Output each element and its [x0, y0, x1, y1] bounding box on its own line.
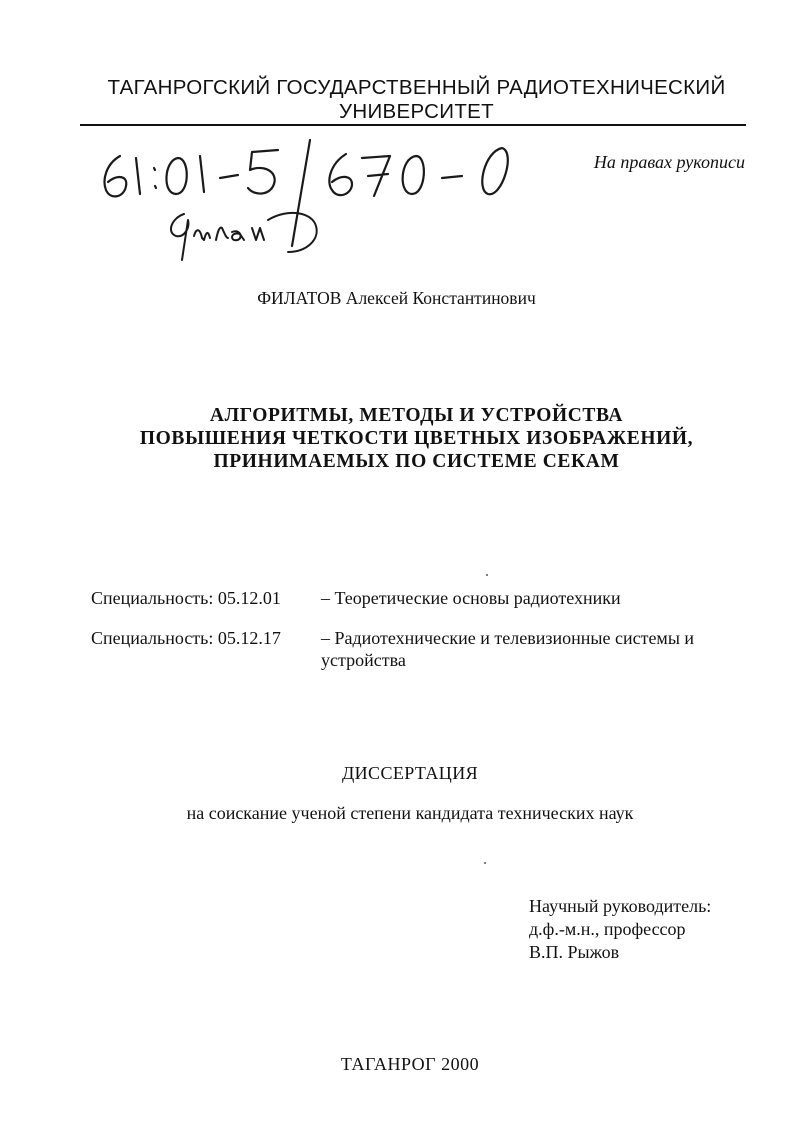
- title-line-1: АЛГОРИТМЫ, МЕТОДЫ И УСТРОЙСТВА: [209, 405, 624, 426]
- advisor-name: В.П. Рыжов: [529, 942, 620, 962]
- advisor-rank: д.ф.-м.н., профессор: [529, 919, 686, 939]
- handwritten-catalog-mark: [92, 128, 552, 278]
- scan-speck: [486, 574, 488, 576]
- university-name: [60, 76, 773, 124]
- specialty-label: Специальность: 05.12.17: [91, 628, 281, 648]
- manuscript-note: На правах рукописи: [593, 152, 745, 172]
- university-line-1: ТАГАНРОГСКИЙ ГОСУДАРСТВЕННЫЙ РАДИОТЕХНИЧЕСКИЙ: [107, 76, 726, 99]
- specialty-label: Специальность: 05.12.01: [91, 588, 281, 608]
- city-year: ТАГАНРОГ 2000: [340, 1054, 480, 1074]
- advisor-heading: Научный руководитель:: [529, 896, 712, 916]
- document-type: ДИССЕРТАЦИЯ: [341, 763, 479, 783]
- author-name: ФИЛАТОВ Алексей Константинович: [257, 288, 536, 308]
- scan-speck: [484, 862, 486, 864]
- degree-statement: на соискание ученой степени кандидата технических наук: [186, 803, 634, 823]
- handwritten-signature: [171, 213, 317, 260]
- specialty-description: – Теоретические основы радиотехники: [321, 588, 621, 608]
- header-divider: [80, 124, 746, 126]
- dissertation-title: [60, 404, 773, 473]
- title-line-3: ПРИНИМАЕМЫХ ПО СИСТЕМЕ СЕКАМ: [213, 451, 620, 472]
- scientific-advisor: [529, 895, 711, 964]
- title-line-2: ПОВЫШЕНИЯ ЧЕТКОСТИ ЦВЕТНЫХ ИЗОБРАЖЕНИЙ,: [139, 428, 694, 449]
- specialty-description: – Радиотехнические и телевизионные системы и устройства: [321, 628, 695, 670]
- university-line-2: УНИВЕРСИТЕТ: [339, 100, 494, 123]
